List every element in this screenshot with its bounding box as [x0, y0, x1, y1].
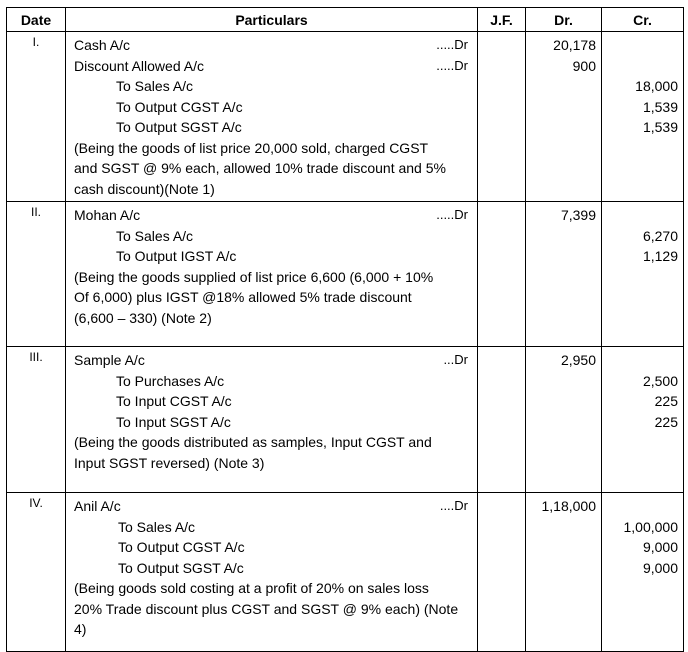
header-row — [7, 8, 684, 32]
narration-line: (Being the goods distributed as samples, Input CGST and — [74, 434, 432, 450]
credit-account: To Sales A/c — [116, 78, 194, 94]
journal-entry-4 — [7, 493, 684, 652]
debit-line — [74, 35, 471, 56]
journal-entry-3 — [7, 347, 684, 493]
dr-tag: .....Dr — [436, 207, 468, 222]
entry-particulars — [66, 32, 478, 202]
entry-jf — [478, 347, 526, 493]
credit-account: To Sales A/c — [116, 227, 194, 244]
dr-tag: ...Dr — [443, 352, 468, 367]
debit-line — [74, 496, 471, 517]
credit-account: To Sales A/c — [118, 518, 196, 535]
credit-account: To Output CGST A/c — [116, 98, 243, 115]
entry-date: II. — [7, 202, 66, 347]
credit-amount: 1,539 — [642, 119, 678, 135]
narration-line: cash discount)(Note 1) — [74, 180, 215, 197]
narration-line: 4) — [74, 621, 87, 637]
entry-particulars — [66, 347, 478, 493]
credit-amount: 6,270 — [642, 227, 678, 244]
credit-account: To Output CGST A/c — [118, 539, 245, 555]
credit-account: To Input CGST A/c — [116, 393, 232, 409]
credit-account: To Output SGST A/c — [116, 119, 242, 135]
debit-line — [74, 205, 471, 226]
narration-line: 20% Trade discount plus CGST and SGST @ 9% each) (Note — [74, 600, 459, 617]
entry-date: IV. — [7, 493, 66, 652]
entry-cr-column — [602, 493, 684, 652]
narration-line: (6,600 – 330) (Note 2) — [74, 309, 212, 326]
credit-account: To Purchases A/c — [116, 372, 225, 389]
dr-tag: ....Dr — [439, 498, 468, 513]
narration-line: Input SGST reversed) (Note 3) — [74, 454, 265, 471]
entry-jf — [478, 202, 526, 347]
entry-date: I. — [7, 32, 66, 202]
debit-account: Mohan A/c — [74, 207, 141, 223]
entry-dr-column — [526, 32, 602, 202]
entry-particulars — [66, 202, 478, 347]
debit-amount: 1,18,000 — [541, 498, 596, 514]
entry-cr-column — [602, 202, 684, 347]
entry-jf — [478, 493, 526, 652]
narration-line: (Being goods sold costing at a profit of 20% on sales loss — [74, 580, 429, 596]
debit-account: Cash A/c — [74, 37, 131, 53]
debit-account: Discount Allowed A/c — [74, 57, 204, 74]
dr-tag: .....Dr — [436, 37, 468, 52]
credit-account: To Output SGST A/c — [118, 559, 244, 576]
narration-line: (Being the goods of list price 20,000 sold, charged CGST — [74, 139, 429, 156]
debit-line — [74, 56, 471, 77]
credit-account: To Output IGST A/c — [116, 248, 237, 264]
header-date: Date — [7, 8, 66, 32]
header-particulars: Particulars — [66, 8, 478, 32]
entry-dr-column — [526, 202, 602, 347]
credit-account: To Input SGST A/c — [116, 413, 231, 430]
journal-table — [6, 7, 684, 652]
debit-amount: 2,950 — [560, 352, 596, 368]
narration-line: (Being the goods supplied of list price 6,600 (6,000 + 10% — [74, 268, 434, 285]
entry-dr-column — [526, 347, 602, 493]
entry-dr-column — [526, 493, 602, 652]
debit-account: Anil A/c — [74, 498, 121, 514]
entry-cr-column — [602, 32, 684, 202]
header-jf: J.F. — [478, 8, 526, 32]
debit-amount: 20,178 — [553, 37, 596, 53]
dr-tag: .....Dr — [436, 57, 468, 73]
debit-line — [74, 350, 471, 371]
entry-particulars — [66, 493, 478, 652]
narration-line: and SGST @ 9% each, allowed 10% trade discount and 5% — [74, 160, 446, 176]
credit-amount: 1,00,000 — [623, 518, 678, 535]
debit-account: Sample A/c — [74, 352, 145, 368]
debit-amount: 7,399 — [560, 207, 596, 223]
entry-cr-column — [602, 347, 684, 493]
credit-amount: 1,539 — [642, 98, 678, 115]
entry-jf — [478, 32, 526, 202]
credit-amount: 225 — [654, 393, 678, 409]
debit-amount: 900 — [572, 57, 596, 74]
credit-amount: 225 — [654, 413, 678, 430]
narration-line: Of 6,000) plus IGST @18% allowed 5% trade discount — [74, 289, 412, 305]
credit-amount: 2,500 — [642, 372, 678, 389]
credit-amount: 9,000 — [642, 559, 678, 576]
journal-entry-2 — [7, 202, 684, 347]
entry-date: III. — [7, 347, 66, 493]
header-cr: Cr. — [602, 8, 684, 32]
credit-amount: 9,000 — [642, 539, 678, 555]
header-dr: Dr. — [526, 8, 602, 32]
credit-amount: 1,129 — [642, 248, 678, 264]
journal-entry-1 — [7, 32, 684, 202]
credit-amount: 18,000 — [635, 78, 678, 94]
